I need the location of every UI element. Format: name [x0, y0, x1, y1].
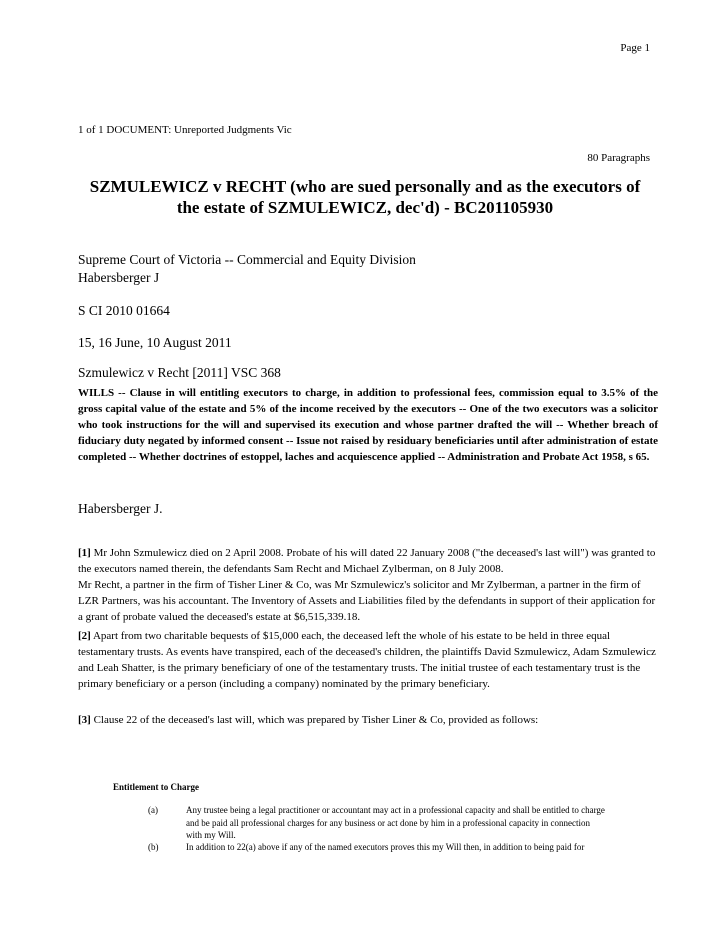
clause-text: In addition to 22(a) above if any of the named executors proves this my Will then, in addition to being paid for [186, 842, 585, 852]
paragraph-number: [3] [78, 714, 91, 726]
clause-a [148, 804, 628, 844]
paragraph-2 [78, 628, 658, 692]
judge-name: Habersberger J [78, 270, 160, 285]
paragraph-number: [1] [78, 547, 91, 559]
paragraph-text: Mr John Szmulewicz died on 2 April 2008. Probate of his will dated 22 January 2008 ("the deceased's last will") was granted to the executors named therein, the defendants Sam Recht and Michael Zylberman, on 8 July 2008. [78, 547, 656, 575]
quote-heading: Entitlement to Charge [113, 782, 199, 792]
judge-heading: Habersberger J. [78, 501, 163, 516]
paragraph-text: Clause 22 of the deceased's last will, which was prepared by Tisher Liner & Co, provided as follows: [93, 714, 539, 726]
clause-text: Any trustee being a legal practitioner or accountant may act in a professional capacity and shall be entitled to charge and be paid all professional charges for any business or act done by him in a professional capacity in connection with my Will. [186, 805, 605, 840]
paragraph-text: Apart from two charitable bequests of $15,000 each, the deceased left the whole of his estate to be held in three equal testamentary trusts. As events have transpired, each of the deceased's children, the plaintiffs David Szmulewicz, Adam Szmulewicz and Leah Shatter, is the primary beneficiary of one of the testamentary trusts. The initial trustee of each testamentary trust is the primary beneficiary or a person (including a company) nominated by the primary beneficiary. [78, 630, 656, 690]
paragraph-number: [2] [78, 630, 91, 642]
clause-label: (b) [148, 842, 159, 852]
file-number: S CI 2010 01664 [78, 303, 170, 318]
paragraph-count: 80 Paragraphs [587, 152, 650, 164]
clause-b [148, 841, 628, 855]
paragraph-3 [78, 712, 658, 728]
catchwords: WILLS -- Clause in will entitling executors to charge, in addition to professional fees, commission equal to 3.5% of the gross capital value of the estate and 5% of the income received by the executors -- One of the two executors was a solicitor who took instructions for the will and supervised its execution and whose partner drafted the will -- Whether breach of fiduciary duty negated by informed consent -- Issue not raised by residuary beneficiaries until after administration of estate completed -- Whether doctrines of estoppel, laches and acquiescence applied -- Administration and Probate Act 1958, s 65. [78, 387, 658, 463]
page-number: Page 1 [620, 42, 650, 54]
hearing-dates: 15, 16 June, 10 August 2011 [78, 335, 232, 350]
clause-label: (a) [148, 805, 158, 815]
court-name: Supreme Court of Victoria -- Commercial and Equity Division [78, 252, 416, 267]
paragraph-1 [78, 545, 658, 625]
document-line: 1 of 1 DOCUMENT: Unreported Judgments Vic [78, 124, 292, 136]
citation: Szmulewicz v Recht [2011] VSC 368 [78, 365, 281, 380]
paragraph-text-continued: Mr Recht, a partner in the firm of Tisher Liner & Co, was Mr Szmulewicz's solicitor and Mr Zylberman, a partner in the firm of LZR Partners, was his accountant. The Inventory of Assets and Liabilities filed by the defendants in support of their application for a grant of probate valued the deceased's estate at $6,515,339.18. [78, 579, 656, 623]
case-title: SZMULEWICZ v RECHT (who are sued personally and as the executors of the estate of SZMULEWICZ, dec'd) - BC201105930 [89, 177, 641, 217]
